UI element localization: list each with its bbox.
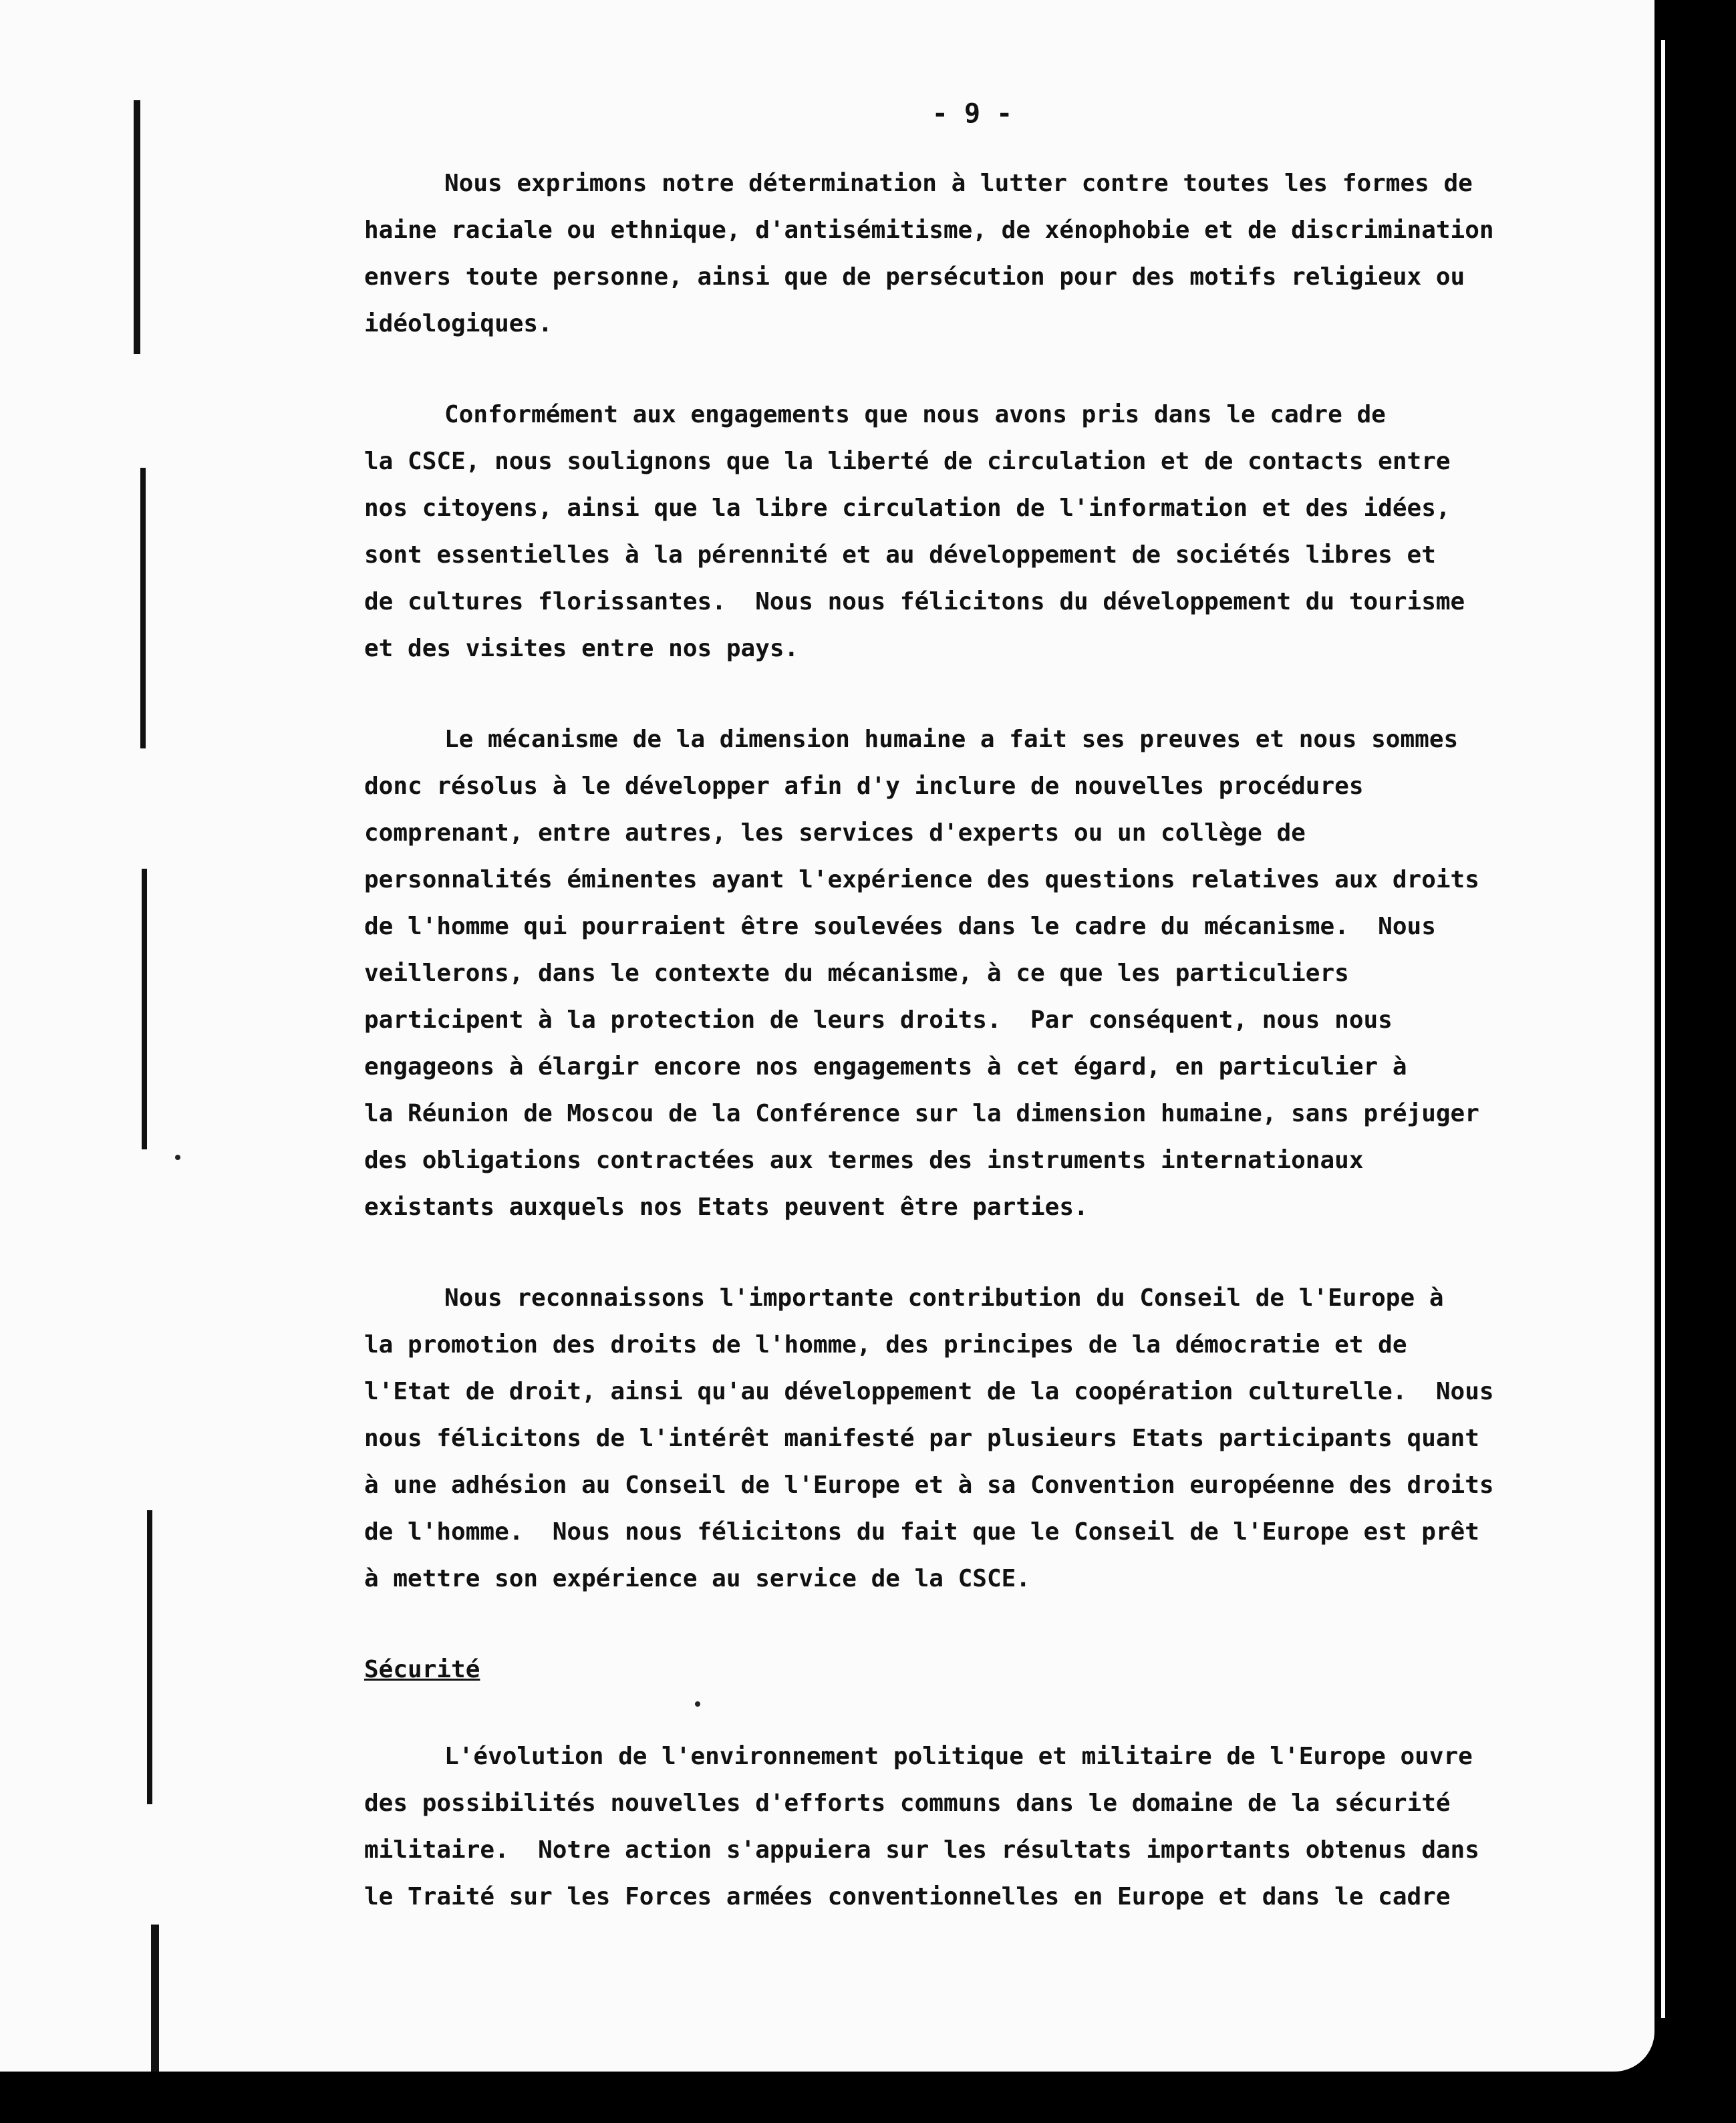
paragraph-3 xyxy=(364,716,1607,1231)
text-line: sont essentielles à la pérennité et au développement de sociétés libres et xyxy=(364,541,1436,569)
text-line: à mettre son expérience au service de la CSCE. xyxy=(364,1565,1030,1592)
text-line: donc résolus à le développer afin d'y inclure de nouvelles procédures xyxy=(364,772,1364,800)
text-line: comprenant, entre autres, les services d'experts ou un collège de xyxy=(364,819,1306,847)
scan-speck xyxy=(175,1155,180,1160)
text-line: des possibilités nouvelles d'efforts communs dans le domaine de la sécurité xyxy=(364,1790,1451,1817)
binding-mark-bottom xyxy=(151,1925,159,2072)
text-line: participent à la protection de leurs droits. Par conséquent, nous nous xyxy=(364,1006,1393,1034)
text-line: L'évolution de l'environnement politique et militaire de l'Europe ouvre xyxy=(444,1743,1473,1770)
paragraph-4 xyxy=(364,1275,1607,1602)
text-line: le Traité sur les Forces armées conventionnelles en Europe et dans le cadre xyxy=(364,1883,1451,1910)
page-number: - 9 - xyxy=(931,98,1013,129)
text-line: Nous exprimons notre détermination à lutter contre toutes les formes de xyxy=(444,170,1473,197)
text-line: de l'homme. Nous nous félicitons du fait que le Conseil de l'Europe est prêt xyxy=(364,1518,1479,1546)
text-line: et des visites entre nos pays. xyxy=(364,635,799,662)
text-line: nous félicitons de l'intérêt manifesté par plusieurs Etats participants quant xyxy=(364,1425,1479,1452)
text-line: envers toute personne, ainsi que de persécution pour des motifs religieux ou xyxy=(364,263,1465,291)
text-line: veillerons, dans le contexte du mécanisme, à ce que les particuliers xyxy=(364,960,1349,987)
text-line: existants auxquels nos Etats peuvent être parties. xyxy=(364,1193,1089,1221)
text-line: la CSCE, nous soulignons que la liberté de circulation et de contacts entre xyxy=(364,448,1451,475)
text-line: à une adhésion au Conseil de l'Europe et à sa Convention européenne des droits xyxy=(364,1471,1494,1499)
page-edge-line xyxy=(1661,40,1665,2018)
text-line: haine raciale ou ethnique, d'antisémitisme, de xénophobie et de discrimination xyxy=(364,217,1494,244)
text-line: nos citoyens, ainsi que la libre circulation de l'information et des idées, xyxy=(364,494,1451,522)
text-line: engageons à élargir encore nos engagements à cet égard, en particulier à xyxy=(364,1053,1407,1081)
paragraph-1 xyxy=(364,160,1607,347)
binding-mark-middle-2 xyxy=(142,869,147,1149)
binding-mark-lower xyxy=(147,1510,152,1804)
scan-border-bottom xyxy=(0,2072,1736,2123)
text-line: Conformément aux engagements que nous avons pris dans le cadre de xyxy=(444,401,1386,428)
binding-mark-middle-1 xyxy=(140,468,146,748)
text-line: personnalités éminentes ayant l'expérience des questions relatives aux droits xyxy=(364,866,1479,893)
text-line: l'Etat de droit, ainsi qu'au développement de la coopération culturelle. Nous xyxy=(364,1378,1494,1405)
document-body xyxy=(364,94,1607,1965)
text-line: de l'homme qui pourraient être soulevées dans le cadre du mécanisme. Nous xyxy=(364,913,1436,940)
section-heading: Sécurité xyxy=(364,1656,480,1683)
scan-border-right xyxy=(1654,0,1736,2123)
text-line: de cultures florissantes. Nous nous félicitons du développement du tourisme xyxy=(364,588,1465,615)
text-line: des obligations contractées aux termes des instruments internationaux xyxy=(364,1147,1364,1174)
paragraph-5 xyxy=(364,1733,1607,1921)
text-line: Le mécanisme de la dimension humaine a fait ses preuves et nous sommes xyxy=(444,726,1459,753)
text-line: idéologiques. xyxy=(364,310,553,337)
text-line: Nous reconnaissons l'importante contribution du Conseil de l'Europe à xyxy=(444,1284,1444,1312)
text-line: la promotion des droits de l'homme, des principes de la démocratie et de xyxy=(364,1331,1407,1359)
text-line: militaire. Notre action s'appuiera sur les résultats importants obtenus dans xyxy=(364,1836,1479,1864)
paragraph-2 xyxy=(364,392,1607,672)
text-line: la Réunion de Moscou de la Conférence sur la dimension humaine, sans préjuger xyxy=(364,1100,1479,1127)
binding-mark-top xyxy=(134,100,140,354)
